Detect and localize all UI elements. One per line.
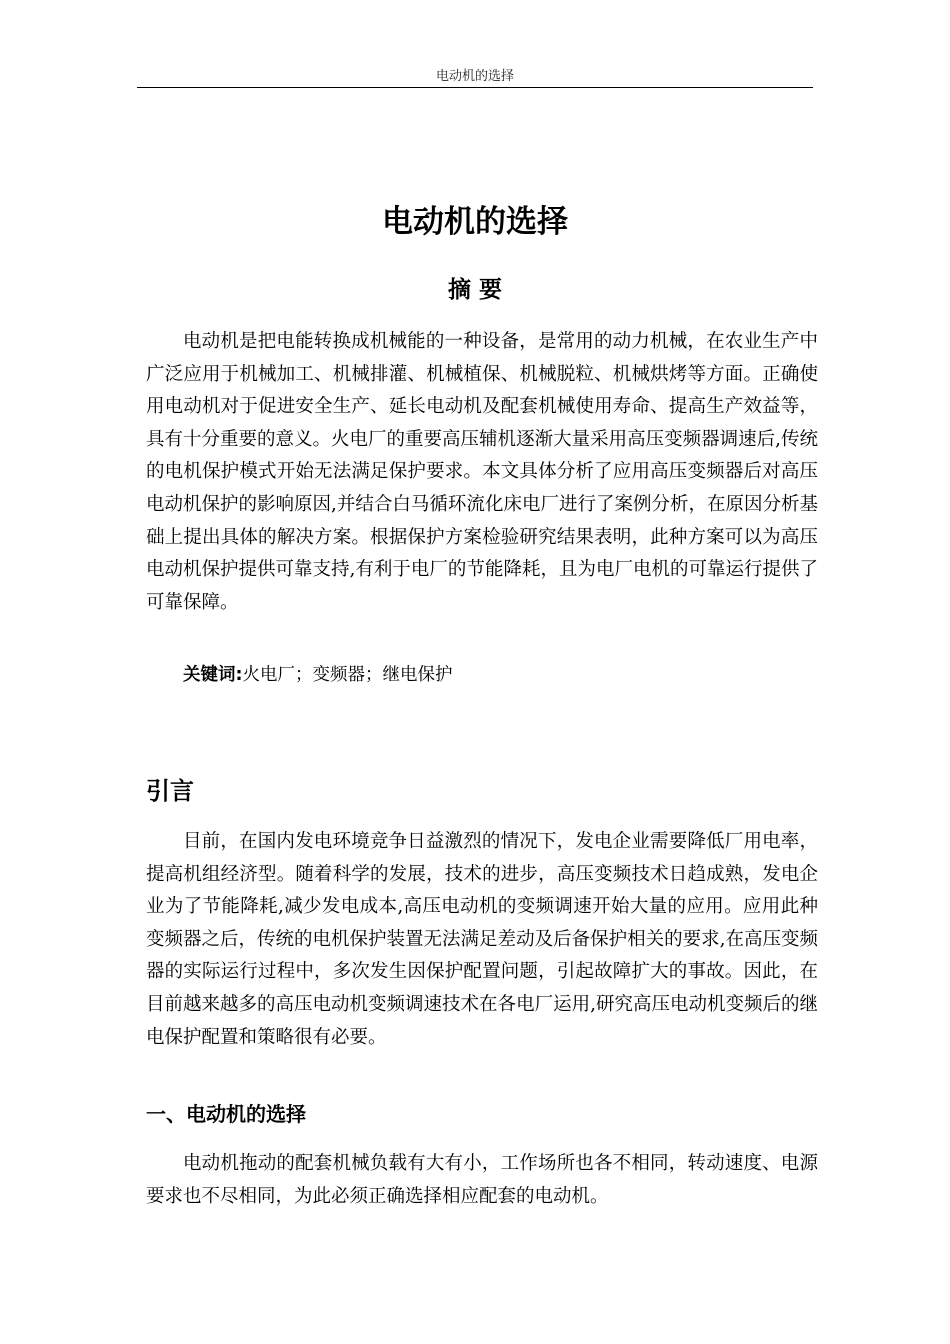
running-header: 电动机的选择 (435, 69, 514, 84)
intro-paragraph: 目前，在国内发电环境竞争日益激烈的情况下，发电企业需要降低厂用电率，提高机组经济型。随着科学的发展，技术的进步，高压变频技术日趋成熟，发电企业为了节能降耗,减少发电成本,高压电动机的变频调速开始大量的应用。应用此种变频器之后，传统的电机保护装置无法满足差动及后备保护相关的要求,在高压变频器的实际运行过程中，多次发生因保护配置问题，引起故障扩大的事故。因此，在目前越来越多的高压电动机变频调速技术在各电厂运用,研究高压电动机变频后的继电保护配置和策略很有必要。 (146, 831, 818, 1048)
document-title: 电动机的选择 (382, 204, 568, 240)
section1-paragraph: 电动机拖动的配套机械负载有大有小，工作场所也各不相同，转动速度、电源要求也不尽相同，为此必须正确选择相应配套的电动机。 (146, 1153, 818, 1207)
header-divider (137, 87, 813, 88)
section1-heading: 一、电动机的选择 (146, 1102, 306, 1126)
keywords-line (183, 659, 453, 691)
keywords-label: 关键词: (183, 665, 243, 685)
keywords-text: 火电厂；变频器；继电保护 (242, 665, 453, 685)
abstract-heading: 摘 要 (447, 277, 502, 303)
intro-heading: 引言 (146, 777, 194, 805)
abstract-paragraph: 电动机是把电能转换成机械能的一种设备，是常用的动力机械，在农业生产中广泛应用于机械加工、机械排灌、机械植保、机械脱粒、机械烘烤等方面。正确使用电动机对于促进安全生产、延长电动机及配套机械使用寿命、提高生产效益等，具有十分重要的意义。火电厂的重要高压辅机逐渐大量采用高压变频器调速后,传统的电机保护模式开始无法满足保护要求。本文具体分析了应用高压变频器后对高压电动机保护的影响原因,并结合白马循环流化床电厂进行了案例分析，在原因分析基础上提出具体的解决方案。根据保护方案检验研究结果表明，此种方案可以为高压电动机保护提供可靠支持,有利于电厂的节能降耗，且为电厂电机的可靠运行提供了可靠保障。 (146, 331, 818, 613)
